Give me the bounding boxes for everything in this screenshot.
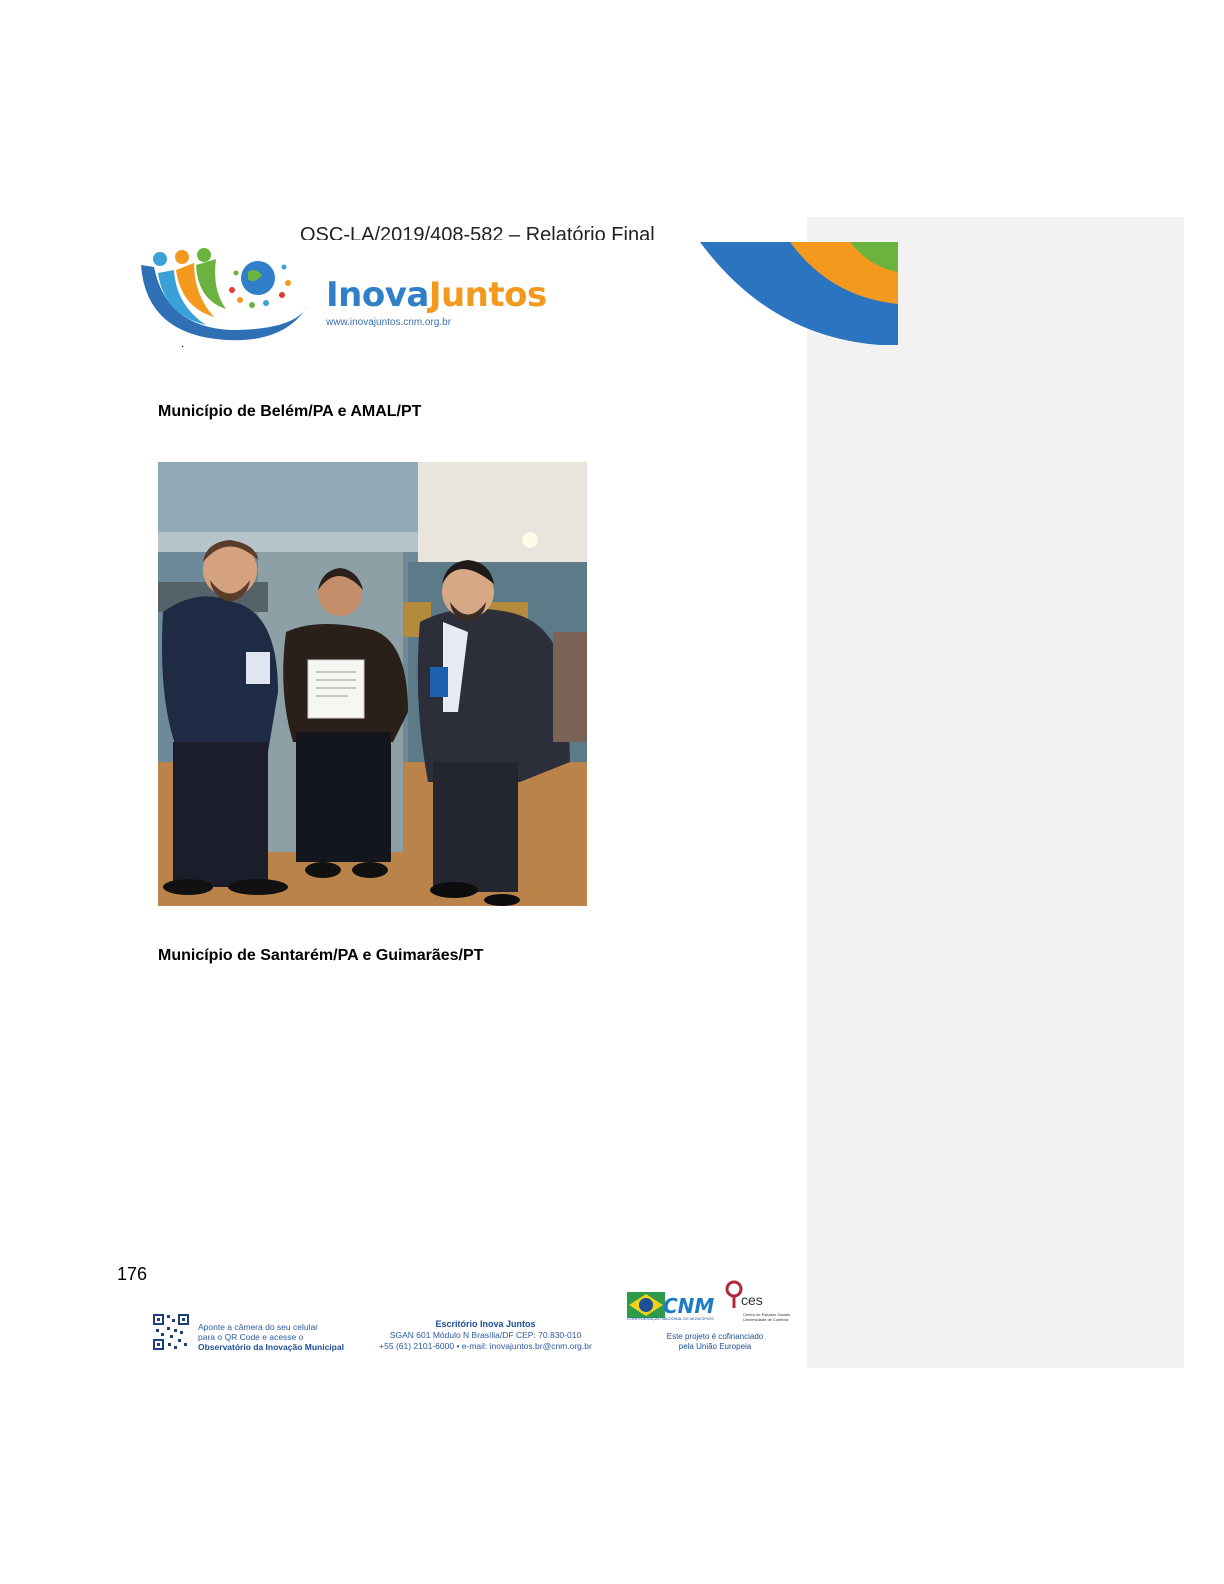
stray-dot: . [181, 336, 185, 350]
section-title-santarem: Município de Santarém/PA e Guimarães/PT [158, 947, 484, 964]
ces-subtitle: Centro de Estudos Sociais Universidade de Coimbra [743, 1312, 791, 1322]
ces-logo: ces [741, 1292, 763, 1308]
logo-url: www.inovajuntos.cnm.org.br [326, 317, 452, 328]
office-contact: Escritório Inova Juntos SGAN 601 Módulo N Brasília/DF CEP: 70.830-010 +55 (61) 2101-6000 • e-mail: inovajuntos.br@cnm.org.br [379, 1319, 592, 1351]
partner-logos [625, 1280, 803, 1360]
inovajuntos-logo [136, 245, 566, 350]
corner-swoosh-decoration [700, 242, 898, 345]
side-panel [807, 217, 1184, 1368]
logo-emblem-icon [136, 245, 316, 345]
page-number: 176 [117, 1264, 148, 1284]
eu-cofunding-note: Este projeto é cofinanciado pela União Europeia [666, 1332, 764, 1351]
section-title-belem: Município de Belém/PA e AMAL/PT [158, 403, 422, 420]
qr-code-icon[interactable] [152, 1313, 190, 1351]
logo-wordmark: InovaJuntos [326, 275, 547, 315]
qr-caption: Aponte a câmera do seu celular para o QR Code e acesse o Observatório da Inovação Municipal [198, 1322, 344, 1352]
running-header: OSC-LA/2019/408-582 – Relatório Final [300, 224, 655, 240]
meeting-photo [158, 462, 587, 906]
cnm-subtitle: CONFEDERAÇÃO NACIONAL DE MUNICÍPIOS [627, 1316, 714, 1321]
cnm-logo: CNM [663, 1294, 715, 1318]
